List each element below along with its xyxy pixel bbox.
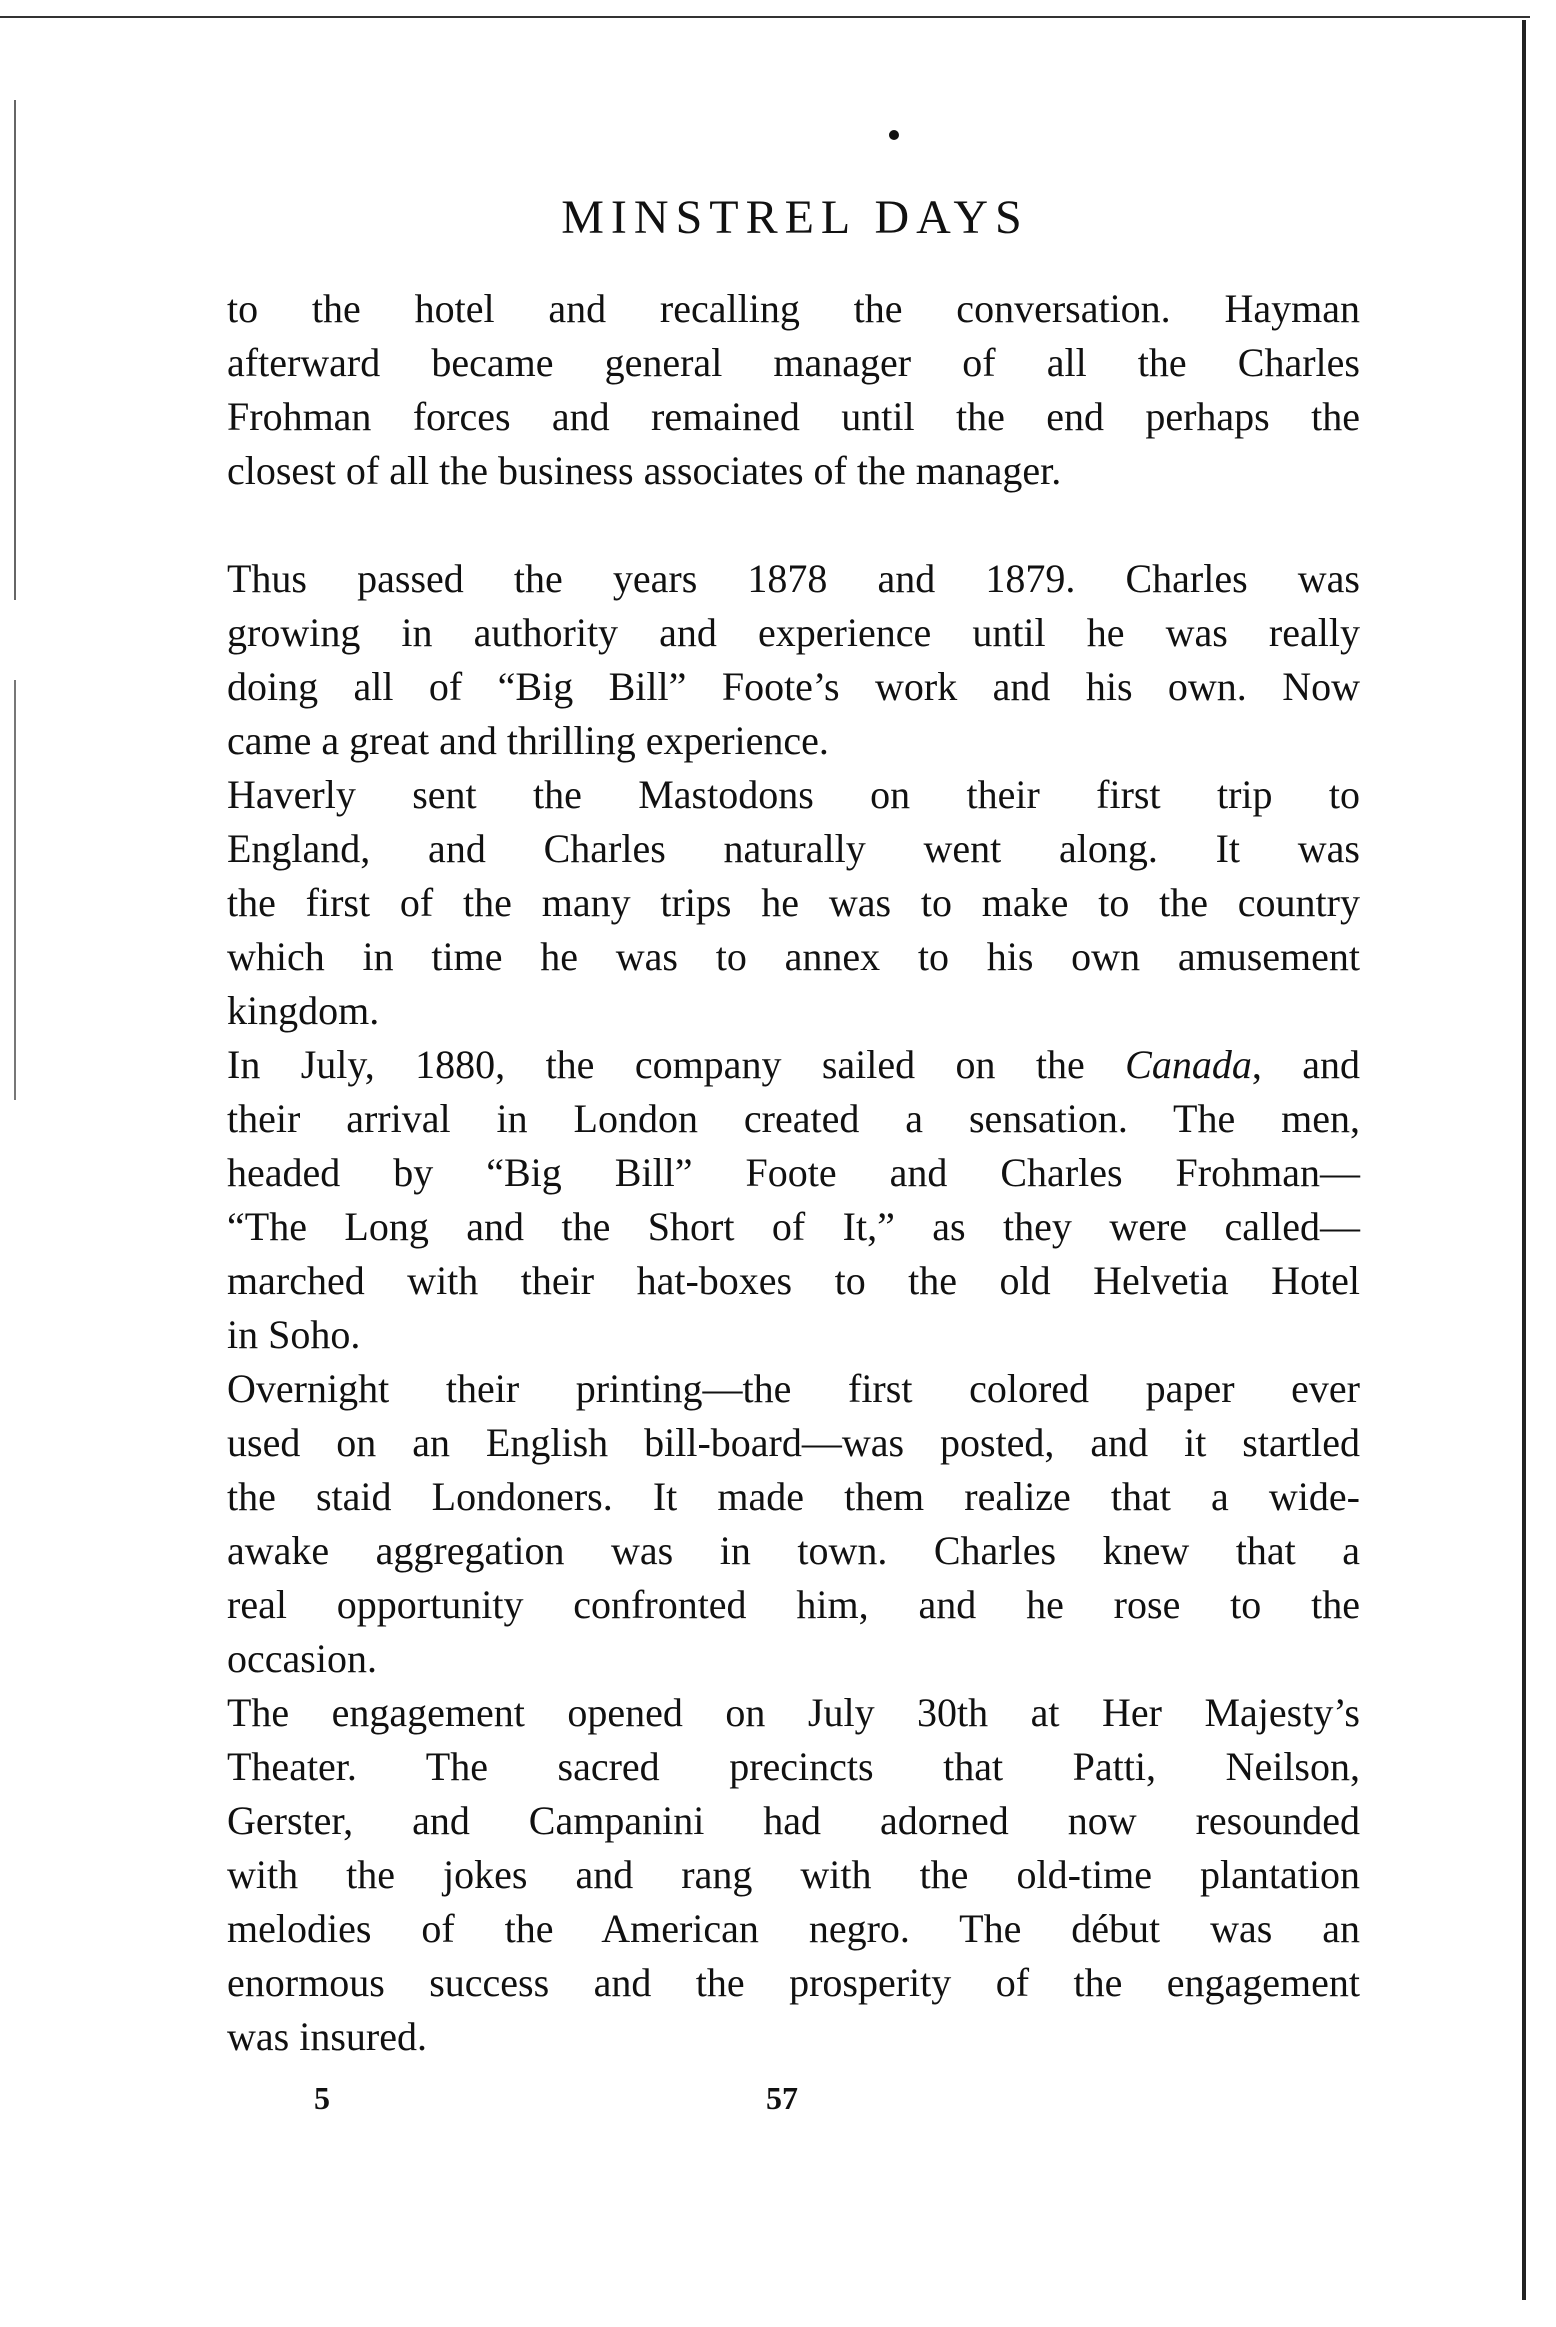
signature-mark: 5 bbox=[314, 2080, 330, 2116]
text-line: Thus passed the years 1878 and 1879. Charles was bbox=[227, 556, 1360, 601]
text-line: used on an English bill-board—was posted, and it startled bbox=[227, 1420, 1360, 1465]
text-line: Frohman forces and remained until the end perhaps the bbox=[227, 394, 1360, 439]
text-line: marched with their hat-boxes to the old Helvetia Hotel bbox=[227, 1258, 1360, 1303]
page-number: 57 bbox=[766, 2080, 798, 2116]
text-line: Haverly sent the Mastodons on their first trip to bbox=[227, 772, 1360, 817]
scan-edge-mark bbox=[14, 680, 16, 1100]
text-line: closest of all the business associates of the manager. bbox=[227, 448, 1062, 493]
text-line: which in time he was to annex to his own amusement bbox=[227, 934, 1360, 979]
scan-edge-mark bbox=[14, 100, 16, 600]
text-line: awake aggregation was in town. Charles knew that a bbox=[227, 1528, 1360, 1573]
text-line: afterward became general manager of all the Charles bbox=[227, 340, 1360, 385]
text-line: their arrival in London created a sensation. The men, bbox=[227, 1096, 1360, 1141]
text-line: the first of the many trips he was to make to the country bbox=[227, 880, 1360, 925]
text-line: doing all of “Big Bill” Foote’s work and his own. Now bbox=[227, 664, 1360, 709]
text-line: The engagement opened on July 30th at Her Majesty’s bbox=[227, 1690, 1360, 1735]
text-line: kingdom. bbox=[227, 988, 380, 1033]
text-line: came a great and thrilling experience. bbox=[227, 718, 829, 763]
text-line: melodies of the American negro. The début was an bbox=[227, 1906, 1360, 1951]
body-text bbox=[227, 282, 1360, 2064]
text-line: England, and Charles naturally went along. It was bbox=[227, 826, 1360, 871]
ship-name: Canada bbox=[1125, 1042, 1252, 1087]
running-head: MINSTREL DAYS bbox=[561, 191, 1029, 244]
text-line: Overnight their printing—the first colored paper ever bbox=[227, 1366, 1360, 1411]
text-line: enormous success and the prosperity of the engagement bbox=[227, 1960, 1360, 2005]
text-line: occasion. bbox=[227, 1636, 377, 1681]
page-edge bbox=[1522, 20, 1526, 2300]
text-line: in Soho. bbox=[227, 1312, 361, 1357]
text-line: the staid Londoners. It made them realize that a wide- bbox=[227, 1474, 1360, 1519]
text-line: Theater. The sacred precincts that Patti, Neilson, bbox=[227, 1744, 1360, 1789]
text-line: headed by “Big Bill” Foote and Charles Frohman— bbox=[227, 1150, 1360, 1195]
text-line: growing in authority and experience until he was really bbox=[227, 610, 1360, 655]
ink-spot bbox=[889, 130, 899, 140]
text-line: Gerster, and Campanini had adorned now resounded bbox=[227, 1798, 1360, 1843]
text-line: real opportunity confronted him, and he rose to the bbox=[227, 1582, 1360, 1627]
text-line: with the jokes and rang with the old-time plantation bbox=[227, 1852, 1360, 1897]
text-line: was insured. bbox=[227, 2014, 427, 2059]
text-line: In July, 1880, the company sailed on the Canada, and bbox=[227, 1042, 1360, 1087]
top-rule bbox=[0, 16, 1530, 18]
text-line: to the hotel and recalling the conversation. Hayman bbox=[227, 286, 1360, 331]
text-line: “The Long and the Short of It,” as they were called— bbox=[227, 1204, 1360, 1249]
